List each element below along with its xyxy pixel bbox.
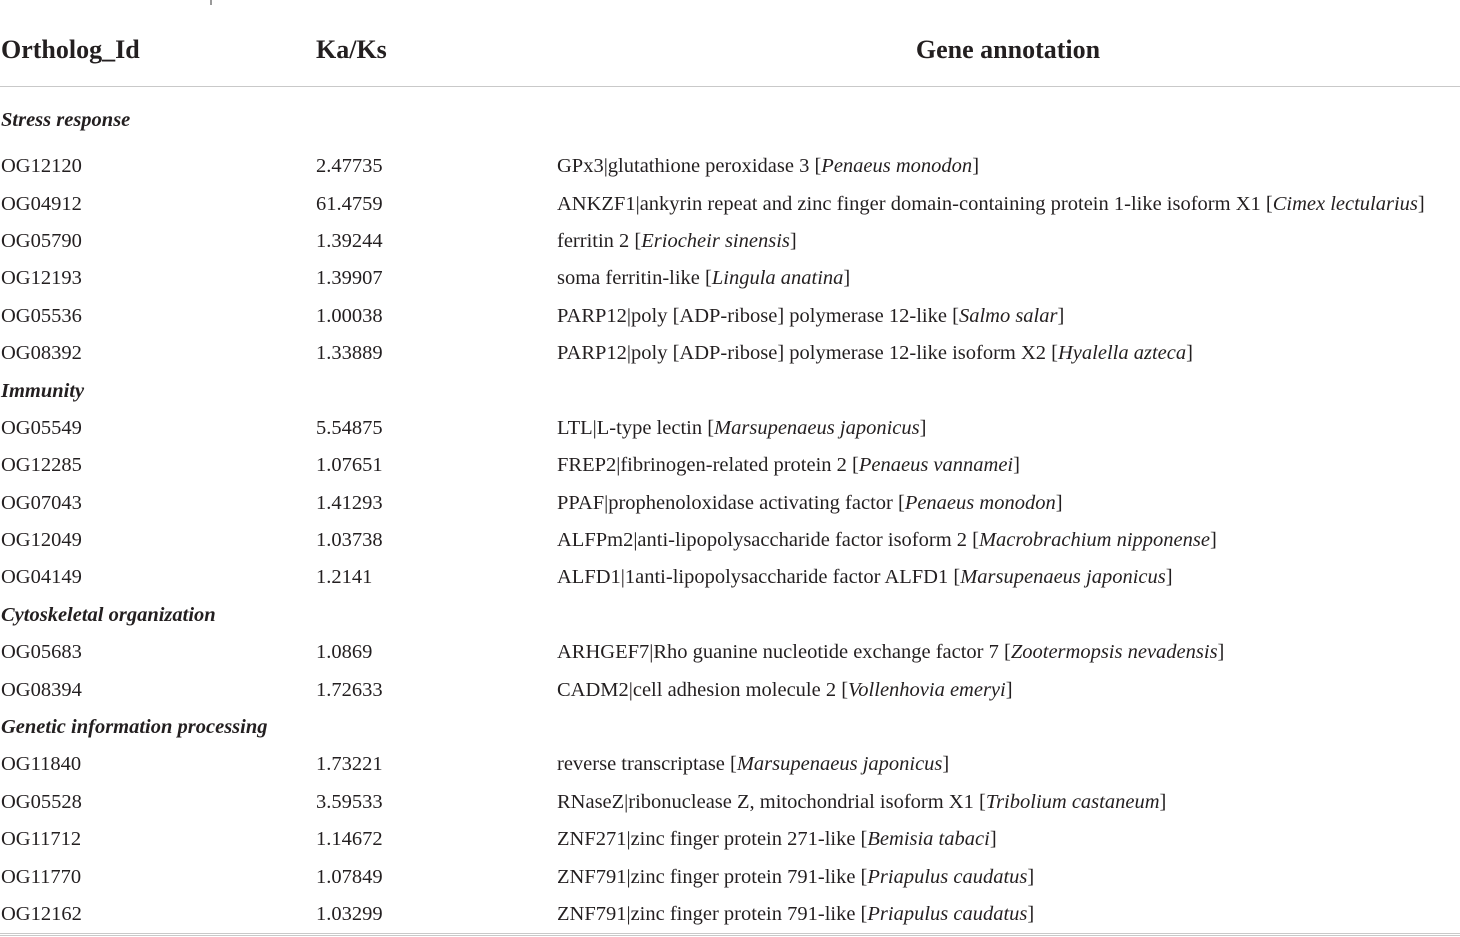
closing-bracket: ] <box>1159 790 1167 813</box>
table-row <box>0 746 1460 783</box>
ka-ks-cell: 1.33889 <box>316 342 383 365</box>
gene-annotation-cell <box>556 858 1460 895</box>
ortholog-id-cell: OG12120 <box>1 155 82 178</box>
header-ortholog-id: Ortholog_Id <box>0 14 315 87</box>
species-name: Priapulus caudatus <box>867 865 1028 888</box>
section-row <box>0 597 1460 634</box>
ka-ks-cell: 1.07651 <box>316 454 383 477</box>
species-name: Marsupenaeus japonicus <box>736 753 943 776</box>
gene-annotation-cell <box>556 821 1460 858</box>
annotation-description: PARP12|poly [ADP-ribose] polymerase 12-like isoform X2 [ <box>557 342 1058 365</box>
ka-ks-cell: 2.47735 <box>316 155 383 178</box>
gene-annotation-cell <box>556 223 1460 260</box>
annotation-description: PARP12|poly [ADP-ribose] polymerase 12-like [ <box>557 304 959 327</box>
closing-bracket: ] <box>1005 678 1013 701</box>
annotation-description: ALFD1|1anti-lipopolysaccharide factor ALFD1 [ <box>557 566 961 589</box>
gene-annotation-cell <box>556 896 1460 934</box>
ortholog-id-cell: OG12162 <box>0 896 315 934</box>
gene-annotation-cell <box>556 298 1460 335</box>
closing-bracket: ] <box>1013 454 1020 477</box>
species-name: Tribolium castaneum <box>985 790 1160 813</box>
annotation-description: reverse transcriptase [ <box>557 753 737 776</box>
annotation-description: ARHGEF7|Rho guanine nucleotide exchange factor 7 [ <box>557 641 1011 664</box>
ka-ks-cell: 1.39907 <box>316 267 383 290</box>
closing-bracket: ] <box>1417 192 1425 215</box>
species-name: Penaeus monodon <box>821 155 973 178</box>
table-row <box>0 410 1460 447</box>
table-row <box>0 148 1460 185</box>
ortholog-id-cell: OG05790 <box>1 229 82 252</box>
closing-bracket: ] <box>1027 902 1035 925</box>
ortholog-id-cell: OG07043 <box>1 491 82 514</box>
table-row <box>0 784 1460 821</box>
table-row <box>0 858 1460 895</box>
table-row <box>0 522 1460 559</box>
annotation-description: ALFPm2|anti-lipopolysaccharide factor isoform 2 [ <box>557 529 979 552</box>
ortholog-id-cell: OG05528 <box>1 790 82 813</box>
header-row <box>0 14 1460 87</box>
closing-bracket: ] <box>919 416 927 439</box>
closing-bracket: ] <box>989 828 997 851</box>
ortholog-id-cell: OG11712 <box>1 828 82 851</box>
gene-annotation-cell <box>556 410 1460 447</box>
ortholog-id-cell: OG05549 <box>1 416 82 439</box>
gene-annotation-cell <box>556 671 1460 708</box>
species-name: Salmo salar <box>958 304 1058 327</box>
table-row <box>0 671 1460 708</box>
species-name: Macrobrachium nipponense <box>978 529 1210 552</box>
annotation-description: ZNF791|zinc finger protein 791-like [ <box>557 902 868 925</box>
ortholog-id-cell: OG11770 <box>1 865 82 888</box>
annotation-description: CADM2|cell adhesion molecule 2 [ <box>557 678 849 701</box>
section-title: Stress response <box>1 109 131 131</box>
ka-ks-cell: 1.03738 <box>316 529 383 552</box>
ka-ks-cell: 3.59533 <box>316 790 383 813</box>
annotation-description: soma ferritin-like [ <box>557 267 712 290</box>
header-ka-ks: Ka/Ks <box>315 14 556 87</box>
closing-bracket: ] <box>942 753 950 776</box>
annotation-description: GPx3|glutathione peroxidase 3 [ <box>557 155 822 178</box>
ortholog-table <box>0 14 1460 934</box>
ka-ks-cell: 1.41293 <box>316 491 383 514</box>
species-name: Hyalella azteca <box>1058 342 1187 365</box>
closing-bracket: ] <box>1055 491 1063 514</box>
ortholog-id-cell: OG05683 <box>1 641 82 664</box>
ortholog-id-cell: OG11840 <box>1 753 82 776</box>
section-title: Genetic information processing <box>1 716 268 739</box>
ka-ks-cell: 1.73221 <box>316 753 383 776</box>
species-name: Penaeus monodon <box>904 491 1056 514</box>
table-row <box>0 896 1460 934</box>
species-name: Cimex lectularius <box>1272 192 1418 215</box>
ortholog-id-cell: OG12049 <box>1 529 82 552</box>
closing-bracket: ] <box>1165 566 1173 589</box>
closing-bracket: ] <box>789 229 797 252</box>
table-row <box>0 559 1460 596</box>
gene-annotation-cell <box>556 335 1460 372</box>
species-name: Marsupenaeus japonicus <box>714 416 920 439</box>
ka-ks-cell: 1.72633 <box>316 678 383 701</box>
table-row <box>0 335 1460 372</box>
gene-annotation-cell <box>556 746 1460 783</box>
ortholog-id-cell: OG12193 <box>1 267 82 290</box>
table-body <box>0 87 1460 934</box>
section-title: Immunity <box>1 379 85 402</box>
ortholog-id-cell: OG05536 <box>1 304 82 327</box>
section-title: Cytoskeletal organization <box>1 603 216 626</box>
species-name: Priapulus caudatus <box>867 902 1028 925</box>
closing-bracket: ] <box>1027 865 1035 888</box>
gene-annotation-cell <box>556 522 1460 559</box>
closing-bracket: ] <box>1057 304 1065 327</box>
species-name: Zootermopsis nevadensis <box>1010 641 1218 664</box>
closing-bracket: ] <box>1186 342 1193 365</box>
ortholog-id-cell: OG04912 <box>1 192 82 215</box>
species-name: Vollenhovia emeryi <box>848 678 1006 701</box>
table-bottom-rule <box>0 935 1460 936</box>
ortholog-id-cell: OG08392 <box>1 342 82 365</box>
species-name: Eriocheir sinensis <box>641 229 790 252</box>
ortholog-id-cell: OG12285 <box>1 454 82 477</box>
ka-ks-cell: 1.0869 <box>316 641 373 664</box>
table-row <box>0 223 1460 260</box>
table-header <box>0 14 1460 87</box>
annotation-description: ZNF271|zinc finger protein 271-like [ <box>557 828 868 851</box>
closing-bracket: ] <box>843 267 851 290</box>
ka-ks-cell: 1.00038 <box>316 304 383 327</box>
table-row <box>0 821 1460 858</box>
table-row <box>0 634 1460 671</box>
species-name: Penaeus vannamei <box>858 454 1014 477</box>
gene-annotation-cell <box>556 185 1460 222</box>
annotation-description: ANKZF1|ankyrin repeat and zinc finger domain-containing protein 1-like isoform X1 [ <box>557 192 1273 215</box>
gene-annotation-cell <box>556 559 1460 596</box>
annotation-description: ferritin 2 [ <box>557 229 642 252</box>
gene-annotation-cell <box>556 485 1460 522</box>
ortholog-id-cell: OG08394 <box>1 678 82 701</box>
table-row <box>0 185 1460 222</box>
ortholog-id-cell: OG04149 <box>1 566 82 589</box>
table-row <box>0 447 1460 484</box>
gene-annotation-cell <box>556 784 1460 821</box>
header-gene-annotation: Gene annotation <box>556 14 1460 87</box>
annotation-description: PPAF|prophenoloxidase activating factor [ <box>557 491 905 514</box>
section-heading <box>0 372 1460 409</box>
annotation-description: LTL|L-type lectin [ <box>557 416 715 439</box>
section-heading <box>0 87 1460 149</box>
species-name: Lingula anatina <box>711 267 844 290</box>
closing-bracket: ] <box>972 155 980 178</box>
ka-ks-cell: 1.03299 <box>315 896 556 934</box>
closing-bracket: ] <box>1217 641 1225 664</box>
annotation-description: ZNF791|zinc finger protein 791-like [ <box>557 865 868 888</box>
section-row <box>0 709 1460 746</box>
cropped-caption-fragment <box>210 0 212 5</box>
ka-ks-cell: 1.07849 <box>316 865 383 888</box>
ka-ks-cell: 1.2141 <box>316 566 373 589</box>
species-name: Bemisia tabaci <box>867 828 990 851</box>
ka-ks-cell: 1.14672 <box>316 828 383 851</box>
section-row <box>0 372 1460 409</box>
gene-annotation-cell <box>556 260 1460 297</box>
table-row <box>0 298 1460 335</box>
section-heading <box>0 597 1460 634</box>
table-row <box>0 260 1460 297</box>
ka-ks-cell: 1.39244 <box>316 229 383 252</box>
species-name: Marsupenaeus japonicus <box>960 566 1166 589</box>
gene-annotation-cell <box>556 634 1460 671</box>
gene-annotation-cell <box>556 148 1460 185</box>
ka-ks-cell: 61.4759 <box>316 192 383 215</box>
ka-ks-cell: 5.54875 <box>316 416 383 439</box>
section-heading <box>0 709 1460 746</box>
closing-bracket: ] <box>1209 529 1217 552</box>
section-row <box>0 87 1460 149</box>
table-row <box>0 485 1460 522</box>
annotation-description: FREP2|fibrinogen-related protein 2 [ <box>557 454 859 477</box>
annotation-description: RNaseZ|ribonuclease Z, mitochondrial isoform X1 [ <box>557 790 986 813</box>
gene-annotation-cell <box>556 447 1460 484</box>
